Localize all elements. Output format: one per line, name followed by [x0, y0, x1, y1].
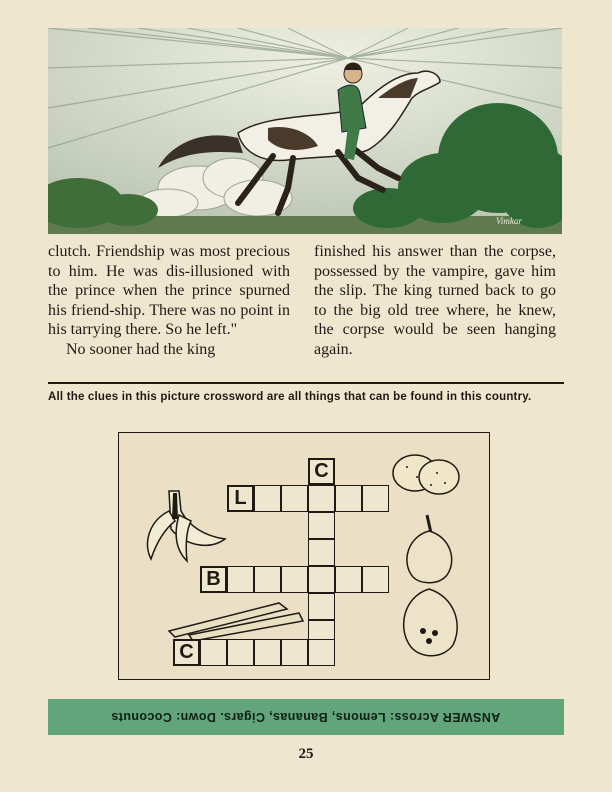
crossword-cell[interactable] [308, 593, 335, 620]
puzzle-intro: All the clues in this picture crossword are all things that can be found in this country. [48, 391, 532, 403]
story-paragraph: clutch. Friendship was most precious to him. He was dis-illusioned with the prince when the prince spurned his friend-ship. There was no point in his tarrying there. So he left." [48, 243, 290, 339]
crossword-cell[interactable] [281, 639, 308, 666]
story-column-right [314, 242, 556, 360]
crossword-cell[interactable] [308, 539, 335, 566]
crossword-cell-clue[interactable]: C [173, 639, 200, 666]
crossword-cell[interactable] [362, 485, 389, 512]
crossword-puzzle [118, 432, 490, 680]
crossword-cell[interactable] [308, 512, 335, 539]
cigars-picture [159, 593, 309, 639]
story-paragraph: No sooner had the king [66, 340, 216, 358]
page-number: 25 [298, 746, 314, 762]
crossword-cell[interactable] [254, 566, 281, 593]
artist-signature: Vimkar [496, 216, 522, 226]
crossword-cell[interactable] [308, 639, 335, 666]
answer-text: ANSWER Across: Lemons, Bananas, Cigars. Down: Coconuts [111, 710, 501, 724]
banana-picture [129, 481, 229, 563]
crossword-cell-clue[interactable]: C [308, 458, 335, 485]
crossword-cell[interactable] [200, 639, 227, 666]
crossword-cell[interactable] [335, 566, 362, 593]
crossword-cell[interactable] [308, 566, 335, 593]
story-illustration [48, 28, 562, 234]
crossword-cell[interactable] [281, 485, 308, 512]
crossword-cell-clue[interactable]: L [227, 485, 254, 512]
horseman-illustration [48, 28, 562, 234]
story-paragraph: finished his answer than the corpse, possessed by the vampire, gave him the slip. The king turned back to go to the big old tree where, he knew, the corpse would be seen hanging again. [314, 243, 556, 358]
crossword-cell[interactable] [362, 566, 389, 593]
crossword-cell[interactable] [254, 639, 281, 666]
story-column-left [48, 242, 290, 360]
crossword-cell[interactable] [227, 639, 254, 666]
crossword-cell[interactable] [308, 485, 335, 512]
answer-banner [48, 699, 564, 735]
lemon-picture [387, 447, 467, 499]
crossword-cell-clue[interactable]: B [200, 566, 227, 593]
section-divider [48, 382, 564, 384]
coconut-picture [397, 513, 461, 673]
crossword-cell[interactable] [227, 566, 254, 593]
crossword-cell[interactable] [335, 485, 362, 512]
crossword-cell[interactable] [254, 485, 281, 512]
crossword-cell[interactable] [281, 566, 308, 593]
